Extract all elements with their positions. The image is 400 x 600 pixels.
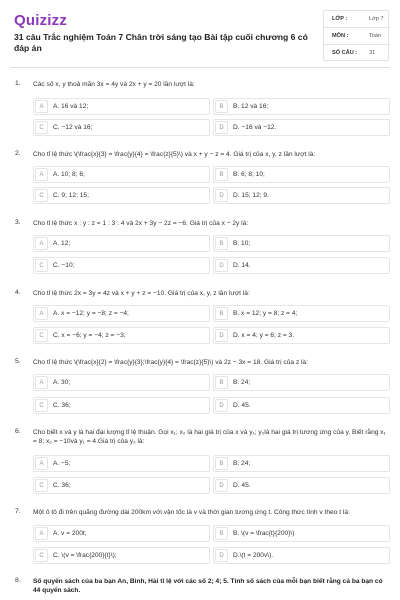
option-d[interactable] [213,257,390,274]
question-number: 3. [15,219,21,226]
option-a[interactable] [33,166,210,183]
question-number: 8. [15,577,21,584]
option-text: C. \(v = \frac{200}{t}\); [53,552,117,559]
option-c[interactable] [33,477,210,494]
question-text: Một ô tô đi trên quãng đường dài 200km với vận tốc là v và thời gian tương ứng t. Công thức tính v theo t là: [33,509,350,516]
option-c[interactable] [33,327,210,344]
option-letter-box: C [35,121,48,134]
option-text: B. \(v = \frac{t}{200}\) [233,530,295,537]
quizizz-logo[interactable]: Quizizz [14,12,68,29]
question-number: 1. [15,80,21,87]
option-text: C. −12 và 16; [53,124,93,131]
option-text: B. 12 và 16; [233,103,269,110]
option-b[interactable] [213,455,390,472]
question-text: Cho tỉ lệ thức \(\frac{x}{2} = \frac{y}{3};\frac{y}{4} = \frac{z}{5}\) và 2z − 3x = 18. Giá trị của z là: [33,359,308,366]
question-number: 6. [15,428,21,435]
meta-row-count [324,45,390,62]
option-a[interactable] [33,98,210,115]
option-text: A. v = 200t; [53,530,87,537]
option-text: A. 16 và 12; [53,103,89,110]
option-letter-box: B [215,527,228,540]
option-text: C. 9; 12; 15; [53,192,89,199]
option-b[interactable] [213,305,390,322]
question-number: 5. [15,358,21,365]
meta-row-subject [324,28,390,45]
header-divider [10,67,390,68]
worksheet-header [0,0,400,76]
option-text: D. −16 và −12. [233,124,277,131]
option-text: B. 6; 8; 10; [233,171,265,178]
option-b[interactable] [213,166,390,183]
option-letter-box: B [215,237,228,250]
meta-row-class [324,11,390,28]
option-letter-box: A [35,376,48,389]
option-letter-box: D [215,189,228,202]
meta-key: MÔN : [332,33,349,39]
meta-value: Lớp 7 [369,16,384,22]
option-c[interactable] [33,257,210,274]
option-b[interactable] [213,98,390,115]
option-text: D. 15; 12; 9. [233,192,269,199]
question-text: Các số x, y thoả mãn 3x = 4y và 2x + y = 20 lần lượt là: [33,81,195,88]
option-text: D. x = 4; y = 6; z = 3. [233,332,295,339]
option-text: B. x = 12; y = 8; z = 4; [233,310,298,317]
option-text: A. 10; 8; 6; [53,171,85,178]
option-letter-box: D [215,549,228,562]
option-d[interactable] [213,477,390,494]
option-text: C. 36; [53,402,71,409]
question-number: 4. [15,289,21,296]
meta-key: LỚP : [332,16,348,22]
option-letter-box: A [35,237,48,250]
option-a[interactable] [33,374,210,391]
option-letter-box: A [35,307,48,320]
option-text: D. 45. [233,482,251,489]
option-c[interactable] [33,119,210,136]
option-letter-box: D [215,479,228,492]
question-text: Cho tỉ lệ thức 2x = 3y = 4z và x + y + z = −10. Giá trị của x, y, z lần lượt là: [33,290,250,297]
option-letter-box: A [35,527,48,540]
option-text: B. 24; [233,460,251,467]
option-letter-box: D [215,329,228,342]
option-text: A. 12; [53,240,71,247]
option-letter-box: B [215,457,228,470]
option-c[interactable] [33,397,210,414]
question-text: Cho tỉ lệ thức \(\frac{x}{3} = \frac{y}{4} = \frac{z}{5}\) và x + y − z = 4. Giá trị của x, y, z lần lượt là: [33,151,316,158]
option-letter-box: B [215,100,228,113]
option-text: B. 24; [233,379,251,386]
option-letter-box: A [35,457,48,470]
option-a[interactable] [33,525,210,542]
option-text: C. x = −6; y = −4; z = −3; [53,332,126,339]
option-text: D. 45. [233,402,251,409]
option-c[interactable] [33,547,210,564]
option-letter-box: B [215,307,228,320]
option-c[interactable] [33,187,210,204]
meta-value: 31 [369,50,376,56]
option-text: A. −5; [53,460,71,467]
option-text: C. 36; [53,482,71,489]
option-a[interactable] [33,455,210,472]
option-d[interactable] [213,397,390,414]
option-letter-box: D [215,259,228,272]
option-b[interactable] [213,374,390,391]
option-b[interactable] [213,235,390,252]
option-d[interactable] [213,327,390,344]
option-letter-box: C [35,399,48,412]
option-text: A. 30; [53,379,71,386]
option-text: A. x = −12; y = −8; z = −4; [53,310,129,317]
option-letter-box: C [35,479,48,492]
meta-value: Toán [369,33,382,39]
question-number: 2. [15,150,21,157]
option-letter-box: C [35,189,48,202]
option-d[interactable] [213,187,390,204]
option-letter-box: B [215,168,228,181]
option-d[interactable] [213,547,390,564]
option-letter-box: A [35,168,48,181]
option-text: B. 10; [233,240,251,247]
question-text: Số quyển sách của ba bạn An, Bình, Hải tỉ lệ với các số 2; 4; 5. Tính số sách của mỗi bạn biết rằng cả ba bạn có 44 quyển sách. [33,578,383,594]
option-a[interactable] [33,305,210,322]
question-number: 7. [15,508,21,515]
meta-key: SỐ CÂU : [332,50,358,56]
option-letter-box: C [35,549,48,562]
option-d[interactable] [213,119,390,136]
option-text: D.\(t = 200v\). [233,552,274,559]
worksheet-title: 31 câu Trắc nghiệm Toán 7 Chân trời sáng tạo Bài tập cuối chương 6 có đáp án [14,32,308,53]
option-letter-box: C [35,259,48,272]
question-text: Cho biết x và y là hai đại lượng tỉ lệ thuận. Gọi x₁; x₂ là hai giá trị của x và y₁; y₂là hai giá trị tương ứng của y. Biết rằng x₁ = 8; x₂ = −10và y₁ = 4.Giá trị của y₂ là: [33,429,386,445]
option-b[interactable] [213,525,390,542]
option-letter-box: C [35,329,48,342]
option-text: C. −10; [53,262,75,269]
option-letter-box: D [215,121,228,134]
option-letter-box: A [35,100,48,113]
option-text: D. 14. [233,262,251,269]
worksheet-meta-box [323,10,389,61]
option-a[interactable] [33,235,210,252]
option-letter-box: D [215,399,228,412]
option-letter-box: B [215,376,228,389]
question-text: Cho tỉ lệ thức x : y : z = 1 : 3 : 4 và 2x + 3y − 2z = −6. Giá trị của x − 2y là: [33,220,249,227]
